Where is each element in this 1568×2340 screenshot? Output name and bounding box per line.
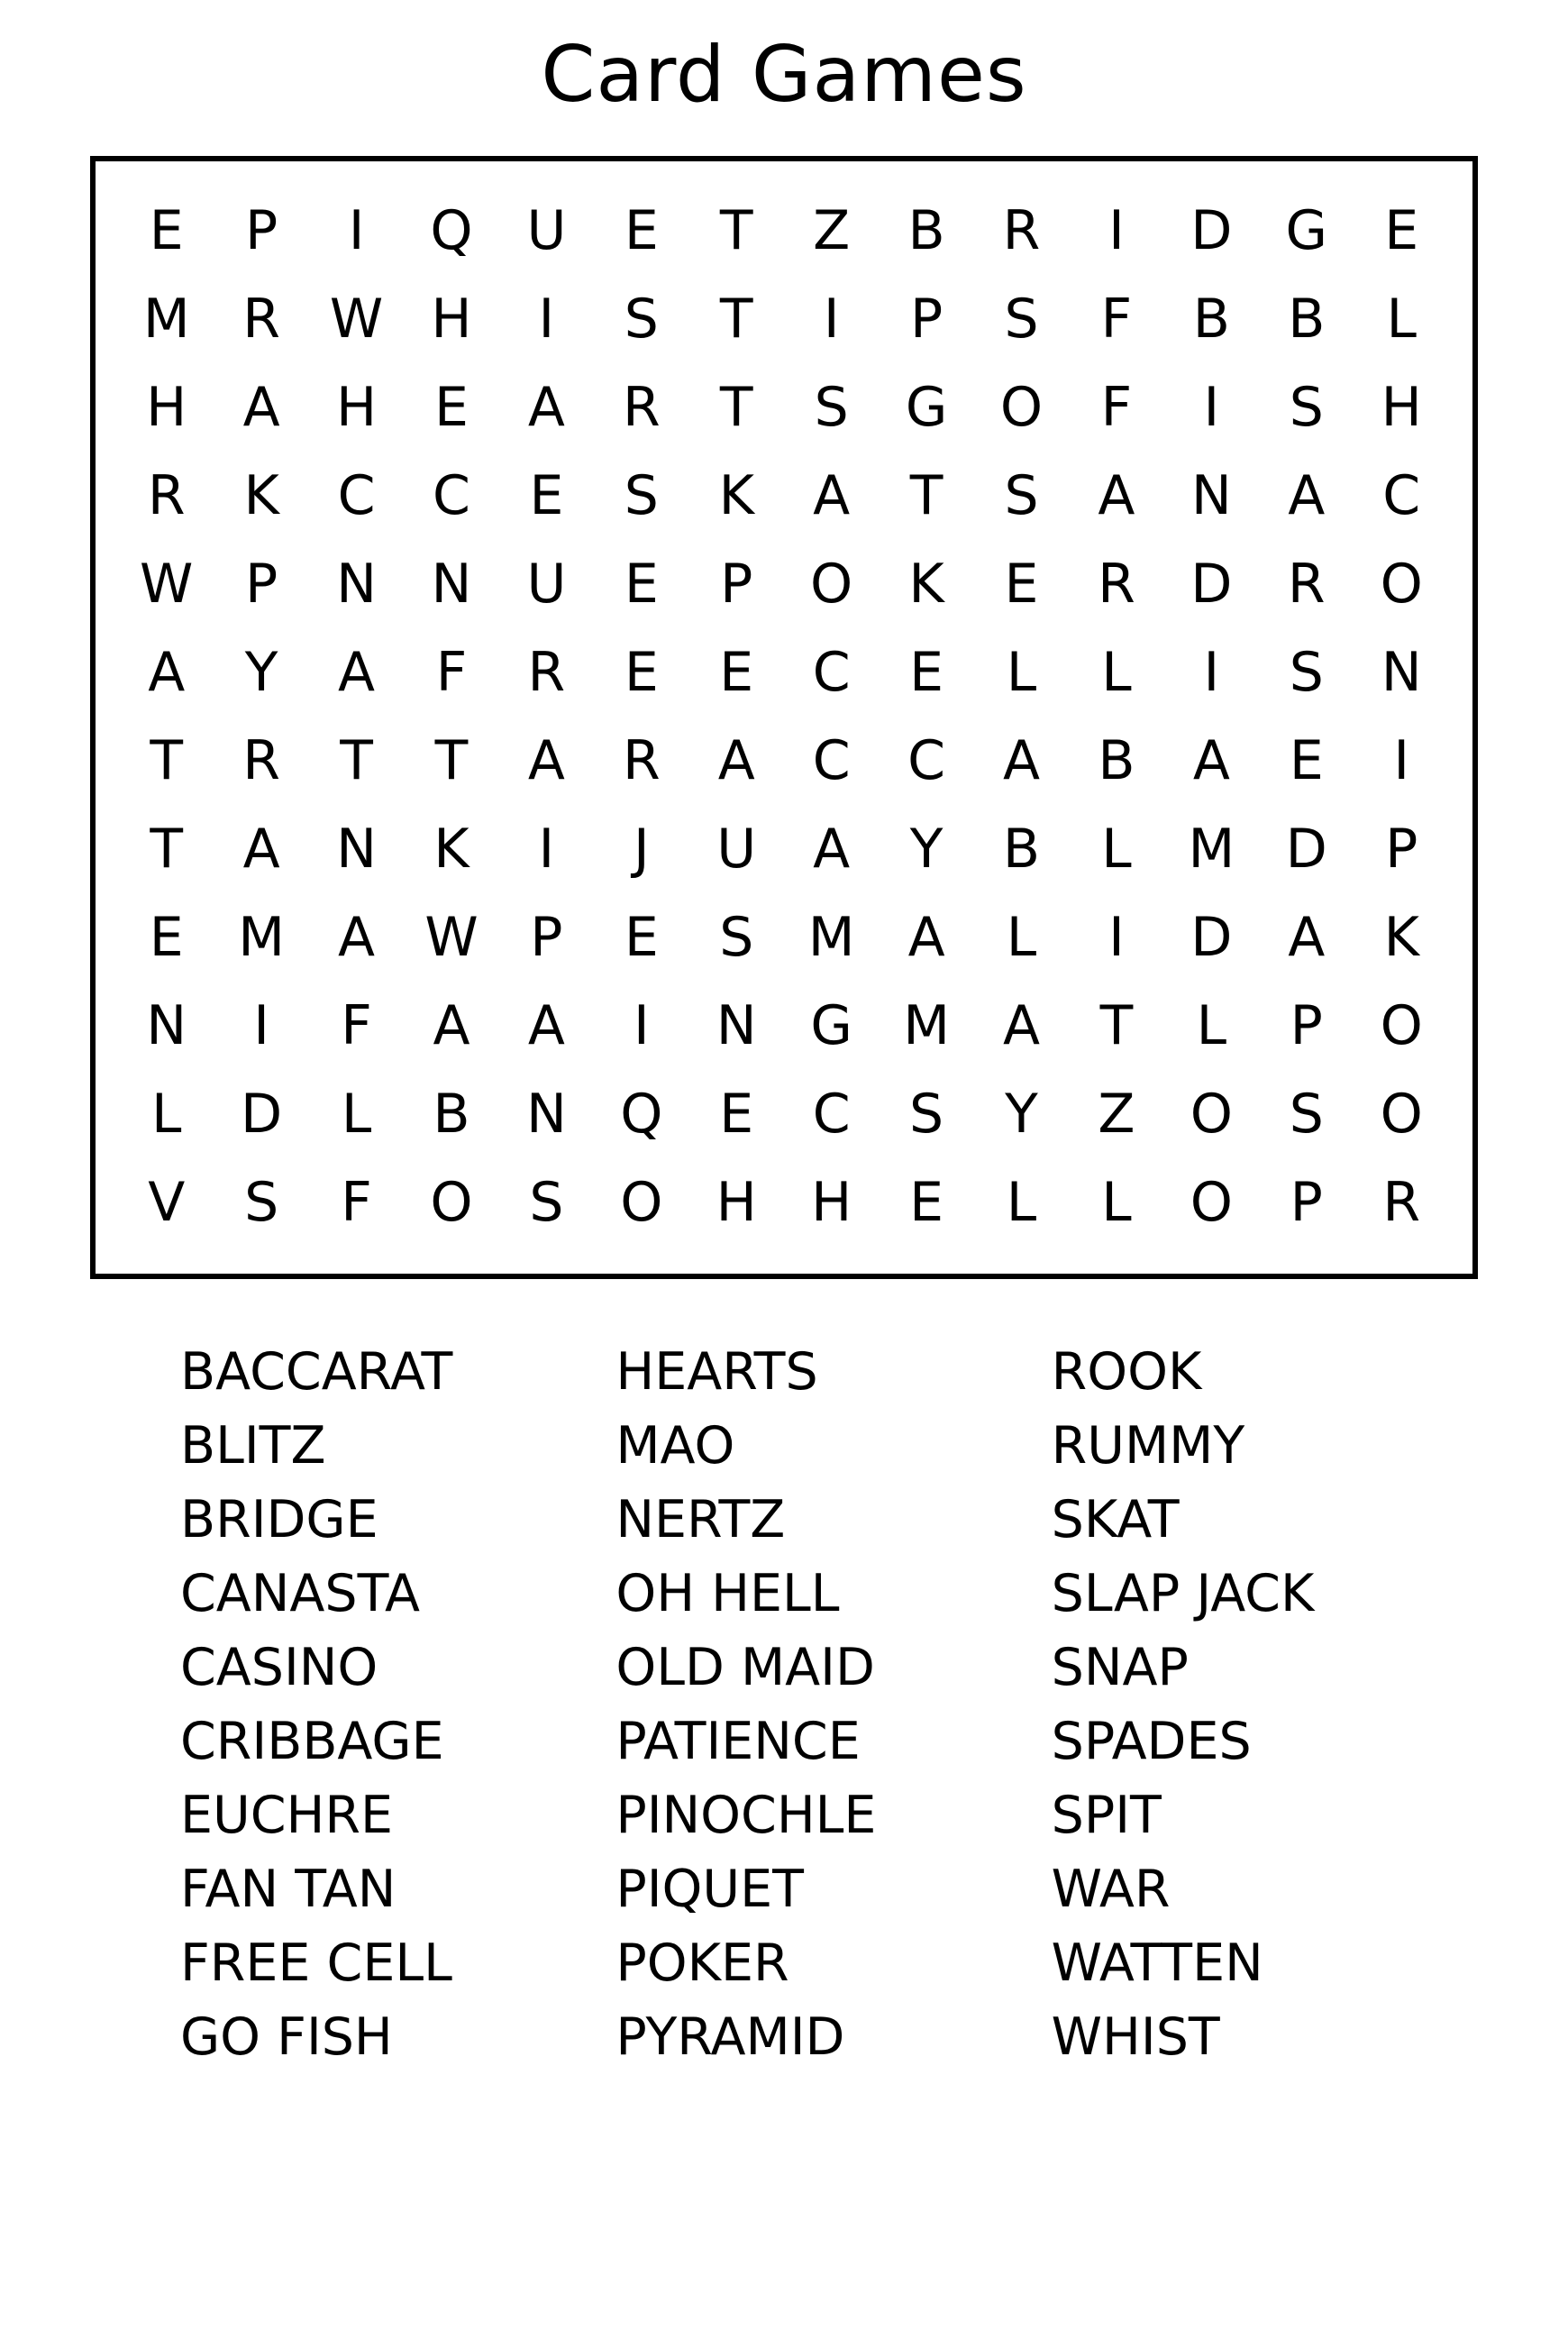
word-list-item[interactable]: SNAP (1051, 1637, 1189, 1697)
puzzle-grid-cell[interactable]: E (149, 198, 184, 262)
puzzle-grid-cell[interactable]: L (1196, 993, 1227, 1057)
word-list-item[interactable]: SPADES (1051, 1711, 1252, 1771)
puzzle-grid-cell[interactable]: A (242, 817, 280, 881)
puzzle-grid-cell[interactable]: D (1285, 817, 1327, 881)
puzzle-grid-cell[interactable]: O (810, 552, 853, 616)
puzzle-grid-row (119, 540, 1449, 628)
puzzle-grid-cell[interactable]: B (1098, 728, 1135, 792)
puzzle-grid-cell[interactable]: A (907, 905, 945, 969)
word-list-item[interactable]: SKAT (1051, 1489, 1180, 1549)
puzzle-grid-cell[interactable]: L (1006, 905, 1037, 969)
word-list-item[interactable]: SLAP JACK (1051, 1563, 1315, 1623)
word-list-item[interactable]: ROOK (1051, 1341, 1202, 1402)
puzzle-grid-cell[interactable]: M (238, 905, 286, 969)
puzzle-grid (119, 187, 1449, 1247)
puzzle-grid-cell[interactable]: B (907, 198, 945, 262)
puzzle-grid-cell[interactable]: T (150, 817, 184, 881)
puzzle-grid-cell[interactable]: S (814, 375, 849, 439)
puzzle-grid-cell[interactable]: E (909, 640, 944, 704)
puzzle-grid-cell[interactable]: R (527, 640, 566, 704)
puzzle-grid-cell[interactable]: A (1192, 728, 1230, 792)
puzzle-grid-cell[interactable]: P (1290, 1170, 1323, 1234)
puzzle-grid-cell[interactable]: S (909, 1082, 944, 1146)
puzzle-grid-cell[interactable]: K (908, 552, 944, 616)
puzzle-grid-cell[interactable]: A (433, 993, 470, 1057)
puzzle-grid-cell[interactable]: A (527, 375, 565, 439)
puzzle-grid-cell[interactable]: Y (244, 640, 278, 704)
puzzle-grid-cell[interactable]: K (433, 817, 469, 881)
puzzle-grid-cell[interactable]: N (1190, 463, 1232, 527)
puzzle-grid-cell[interactable]: O (1190, 1082, 1233, 1146)
word-list-item[interactable]: WAR (1051, 1860, 1171, 1920)
puzzle-grid-cell[interactable]: P (1290, 993, 1323, 1057)
puzzle-grid-cell[interactable]: A (1288, 905, 1326, 969)
puzzle-grid-cell[interactable]: L (1386, 287, 1417, 351)
puzzle-grid-cell[interactable]: P (530, 905, 563, 969)
puzzle-grid-cell[interactable]: O (999, 375, 1044, 439)
puzzle-grid-cell[interactable]: W (329, 287, 384, 351)
puzzle-grid-cell[interactable]: J (633, 817, 650, 881)
puzzle-grid-cell[interactable]: B (1002, 817, 1041, 881)
puzzle-grid-cell[interactable]: C (433, 463, 470, 527)
puzzle-grid-cell[interactable]: E (719, 1082, 754, 1146)
word-search-page (0, 32, 1568, 2340)
puzzle-grid-cell[interactable]: Q (430, 198, 473, 262)
puzzle-grid-cell[interactable]: O (620, 1170, 663, 1234)
puzzle-grid-cell[interactable]: S (244, 1170, 279, 1234)
puzzle-grid-cell[interactable]: O (430, 1170, 473, 1234)
word-list-item[interactable]: NERTZ (615, 1489, 786, 1549)
word-list-item[interactable]: OLD MAID (615, 1637, 875, 1697)
word-list-item[interactable]: BLITZ (180, 1415, 326, 1476)
puzzle-grid-cell[interactable]: P (245, 552, 278, 616)
puzzle-grid-cell[interactable]: E (624, 198, 659, 262)
puzzle-grid-cell[interactable]: D (1190, 198, 1233, 262)
puzzle-grid-cell[interactable]: M (1188, 817, 1235, 881)
puzzle-grid-cell[interactable]: B (433, 1082, 470, 1146)
puzzle-grid-cell[interactable]: E (624, 905, 659, 969)
puzzle-grid-cell[interactable]: I (1108, 905, 1125, 969)
puzzle-grid-cell[interactable]: P (720, 552, 753, 616)
puzzle-grid-cell[interactable]: M (903, 993, 950, 1057)
puzzle-grid-cell[interactable]: T (434, 728, 469, 792)
puzzle-grid-cell[interactable]: W (424, 905, 479, 969)
puzzle-grid-cell[interactable]: I (348, 198, 365, 262)
puzzle-grid-cell[interactable]: E (434, 375, 469, 439)
puzzle-grid-cell[interactable]: F (435, 640, 468, 704)
word-list-item[interactable]: PINOCHLE (615, 1786, 877, 1846)
puzzle-grid-cell[interactable]: F (341, 993, 372, 1057)
puzzle-grid-cell[interactable]: Q (620, 1082, 663, 1146)
puzzle-grid-cell[interactable]: T (150, 728, 184, 792)
puzzle-grid-cell[interactable]: R (147, 463, 186, 527)
word-list-item[interactable]: CASINO (180, 1637, 378, 1697)
puzzle-grid-cell[interactable]: K (1383, 905, 1419, 969)
puzzle-grid-cell[interactable]: A (527, 728, 565, 792)
puzzle-grid-cell[interactable]: Y (909, 817, 944, 881)
puzzle-grid-cell[interactable]: K (243, 463, 279, 527)
puzzle-grid-cell[interactable]: T (340, 728, 373, 792)
puzzle-grid-cell[interactable]: L (1006, 640, 1037, 704)
puzzle-grid-cell[interactable]: S (1289, 640, 1324, 704)
word-list-column-2 (615, 1335, 1051, 2075)
puzzle-grid-cell[interactable]: W (140, 552, 194, 616)
puzzle-grid-cell[interactable]: A (242, 375, 280, 439)
puzzle-grid-cell[interactable]: D (1190, 552, 1233, 616)
puzzle-grid-cell[interactable]: O (1380, 552, 1423, 616)
puzzle-grid-row (119, 275, 1449, 363)
puzzle-grid-cell[interactable]: S (624, 287, 659, 351)
puzzle-grid-cell[interactable]: I (633, 993, 650, 1057)
puzzle-grid-cell[interactable]: I (823, 287, 840, 351)
puzzle-grid-cell[interactable]: A (813, 463, 851, 527)
puzzle-grid-cell[interactable]: R (1098, 552, 1135, 616)
puzzle-grid-row (119, 628, 1449, 717)
puzzle-grid-cell[interactable]: F (1100, 287, 1133, 351)
puzzle-grid-cell[interactable]: R (1002, 198, 1041, 262)
puzzle-grid-cell[interactable]: M (142, 287, 190, 351)
puzzle-grid-cell[interactable]: E (719, 640, 754, 704)
puzzle-grid-cell[interactable]: S (1289, 375, 1324, 439)
puzzle-grid-cell[interactable]: A (1288, 463, 1326, 527)
puzzle-grid-cell[interactable]: K (718, 463, 754, 527)
puzzle-grid-cell[interactable]: A (1002, 993, 1041, 1057)
puzzle-grid-cell[interactable]: E (149, 905, 184, 969)
puzzle-grid-cell[interactable]: N (431, 552, 472, 616)
puzzle-grid-cell[interactable]: A (1002, 728, 1041, 792)
word-list-item[interactable]: EUCHRE (180, 1786, 394, 1846)
puzzle-grid-row (119, 982, 1449, 1070)
puzzle-grid-cell[interactable]: S (1004, 463, 1039, 527)
puzzle-grid-cell[interactable]: P (909, 287, 944, 351)
puzzle-grid-cell[interactable]: S (1289, 1082, 1324, 1146)
puzzle-grid-cell[interactable]: N (336, 817, 377, 881)
puzzle-grid-cell[interactable]: F (341, 1170, 372, 1234)
puzzle-grid-cell[interactable]: H (716, 1170, 757, 1234)
puzzle-grid-cell[interactable]: I (253, 993, 269, 1057)
page-title: Card Games (541, 30, 1027, 120)
puzzle-grid-cell[interactable]: U (526, 552, 567, 616)
puzzle-grid-cell[interactable]: O (1380, 993, 1423, 1057)
puzzle-grid-cell[interactable]: D (241, 1082, 283, 1146)
puzzle-grid-cell[interactable]: T (909, 463, 944, 527)
puzzle-grid-cell[interactable]: I (538, 817, 555, 881)
puzzle-grid-cell[interactable]: C (812, 1082, 851, 1146)
puzzle-grid-cell[interactable]: B (1192, 287, 1230, 351)
word-list-item[interactable]: WHIST (1051, 2007, 1220, 2068)
puzzle-grid-cell[interactable]: S (719, 905, 754, 969)
puzzle-grid-cell[interactable]: H (1381, 375, 1422, 439)
puzzle-grid-cell[interactable]: C (812, 728, 851, 792)
puzzle-grid-cell[interactable]: N (1381, 640, 1422, 704)
puzzle-grid-cell[interactable]: R (622, 728, 661, 792)
word-list-item[interactable]: CRIBBAGE (180, 1711, 444, 1771)
puzzle-grid-cell[interactable]: N (525, 1082, 567, 1146)
puzzle-grid-cell[interactable]: I (1203, 375, 1220, 439)
word-list-item[interactable]: PYRAMID (615, 2007, 845, 2068)
puzzle-grid-cell[interactable]: A (813, 817, 851, 881)
puzzle-grid-row (119, 187, 1449, 275)
word-list-column-3 (1052, 1335, 1487, 2075)
puzzle-grid-cell[interactable]: A (1098, 463, 1135, 527)
word-list-item[interactable]: PATIENCE (615, 1711, 861, 1771)
puzzle-grid-cell[interactable]: I (1393, 728, 1410, 792)
puzzle-grid-cell[interactable]: E (624, 552, 659, 616)
word-list-item[interactable]: BRIDGE (180, 1489, 378, 1549)
puzzle-grid-cell[interactable]: E (624, 640, 659, 704)
puzzle-grid-container (90, 156, 1478, 1279)
puzzle-grid-cell[interactable]: T (719, 287, 753, 351)
puzzle-grid-cell[interactable]: E (1289, 728, 1324, 792)
puzzle-grid-cell[interactable]: E (1384, 198, 1419, 262)
puzzle-grid-cell[interactable]: O (1190, 1170, 1233, 1234)
puzzle-grid-cell[interactable]: N (716, 993, 757, 1057)
puzzle-grid-cell[interactable]: A (148, 640, 186, 704)
puzzle-grid-cell[interactable]: L (1101, 1170, 1132, 1234)
word-list-item[interactable]: FAN TAN (180, 1860, 397, 1920)
puzzle-grid-cell[interactable]: A (338, 640, 376, 704)
puzzle-grid-row (119, 452, 1449, 540)
puzzle-grid-cell[interactable]: N (336, 552, 377, 616)
puzzle-grid-cell[interactable]: C (812, 640, 851, 704)
puzzle-grid-cell[interactable]: P (245, 198, 278, 262)
word-list-item[interactable]: SPIT (1051, 1786, 1162, 1846)
puzzle-grid-cell[interactable]: U (526, 198, 567, 262)
word-list-item[interactable]: HEARTS (615, 1341, 818, 1402)
puzzle-grid-cell[interactable]: S (1004, 287, 1039, 351)
word-list-item[interactable]: BACCARAT (180, 1341, 453, 1402)
puzzle-grid-row (119, 1070, 1449, 1158)
puzzle-grid-cell[interactable]: V (148, 1170, 186, 1234)
puzzle-grid-cell[interactable]: L (1101, 817, 1132, 881)
puzzle-grid-cell[interactable]: G (1285, 198, 1328, 262)
puzzle-grid-cell[interactable]: S (624, 463, 659, 527)
puzzle-grid-cell[interactable]: R (242, 728, 280, 792)
puzzle-grid-cell[interactable]: G (810, 993, 852, 1057)
puzzle-grid-cell[interactable]: T (719, 198, 753, 262)
puzzle-grid-row (119, 893, 1449, 982)
puzzle-grid-cell[interactable]: A (717, 728, 755, 792)
puzzle-grid-row (119, 717, 1449, 805)
puzzle-grid-cell[interactable]: I (1203, 640, 1220, 704)
puzzle-grid-cell[interactable]: L (1006, 1170, 1037, 1234)
puzzle-grid-cell[interactable]: G (905, 375, 948, 439)
puzzle-grid-cell[interactable]: Z (813, 198, 851, 262)
puzzle-grid-cell[interactable]: L (341, 1082, 372, 1146)
puzzle-grid-cell[interactable]: D (1190, 905, 1233, 969)
puzzle-grid-cell[interactable]: C (1382, 463, 1421, 527)
word-list-item[interactable]: POKER (615, 1933, 789, 1994)
word-list (81, 1335, 1487, 2075)
puzzle-grid-cell[interactable]: A (527, 993, 565, 1057)
puzzle-grid-cell[interactable]: H (431, 287, 472, 351)
puzzle-grid-row (119, 805, 1449, 893)
puzzle-grid-cell[interactable]: P (1385, 817, 1418, 881)
puzzle-grid-cell[interactable]: H (146, 375, 187, 439)
puzzle-grid-cell[interactable]: T (719, 375, 753, 439)
word-list-item[interactable]: OH HELL (615, 1563, 840, 1623)
puzzle-grid-row (119, 363, 1449, 452)
puzzle-grid-cell[interactable]: F (1100, 375, 1133, 439)
puzzle-grid-cell[interactable]: E (1004, 552, 1039, 616)
puzzle-grid-cell[interactable]: Z (1098, 1082, 1135, 1146)
puzzle-grid-cell[interactable]: I (1108, 198, 1125, 262)
word-list-item[interactable]: MAO (615, 1415, 735, 1476)
puzzle-grid-cell[interactable]: E (909, 1170, 944, 1234)
word-list-item[interactable]: CANASTA (180, 1563, 420, 1623)
puzzle-grid-cell[interactable]: I (538, 287, 555, 351)
puzzle-grid-cell[interactable]: C (907, 728, 946, 792)
word-list-item[interactable]: RUMMY (1051, 1415, 1245, 1476)
puzzle-grid-cell[interactable]: R (242, 287, 280, 351)
word-list-item[interactable]: GO FISH (180, 2007, 393, 2068)
puzzle-grid-cell[interactable]: R (622, 375, 661, 439)
puzzle-grid-cell[interactable]: N (146, 993, 187, 1057)
puzzle-grid-cell[interactable]: C (337, 463, 376, 527)
puzzle-grid-cell[interactable]: H (335, 375, 378, 439)
puzzle-grid-cell[interactable]: L (1101, 640, 1132, 704)
puzzle-grid-cell[interactable]: A (338, 905, 376, 969)
puzzle-grid-cell[interactable]: B (1288, 287, 1326, 351)
puzzle-grid-cell[interactable]: S (529, 1170, 564, 1234)
puzzle-grid-cell[interactable]: L (150, 1082, 182, 1146)
word-list-column-1 (180, 1335, 615, 2075)
word-list-item[interactable]: WATTEN (1051, 1933, 1263, 1994)
puzzle-grid-cell[interactable]: Y (1005, 1082, 1038, 1146)
puzzle-grid-cell[interactable]: E (529, 463, 564, 527)
word-list-item[interactable]: PIQUET (615, 1860, 804, 1920)
word-list-item[interactable]: FREE CELL (180, 1933, 452, 1994)
puzzle-grid-cell[interactable]: M (807, 905, 855, 969)
puzzle-grid-cell[interactable]: T (1099, 993, 1134, 1057)
puzzle-grid-cell[interactable]: U (716, 817, 757, 881)
puzzle-grid-cell[interactable]: H (811, 1170, 852, 1234)
puzzle-grid-cell[interactable]: R (1287, 552, 1326, 616)
puzzle-grid-cell[interactable]: O (1380, 1082, 1423, 1146)
puzzle-grid-cell[interactable]: R (1382, 1170, 1421, 1234)
puzzle-grid-row (119, 1158, 1449, 1247)
